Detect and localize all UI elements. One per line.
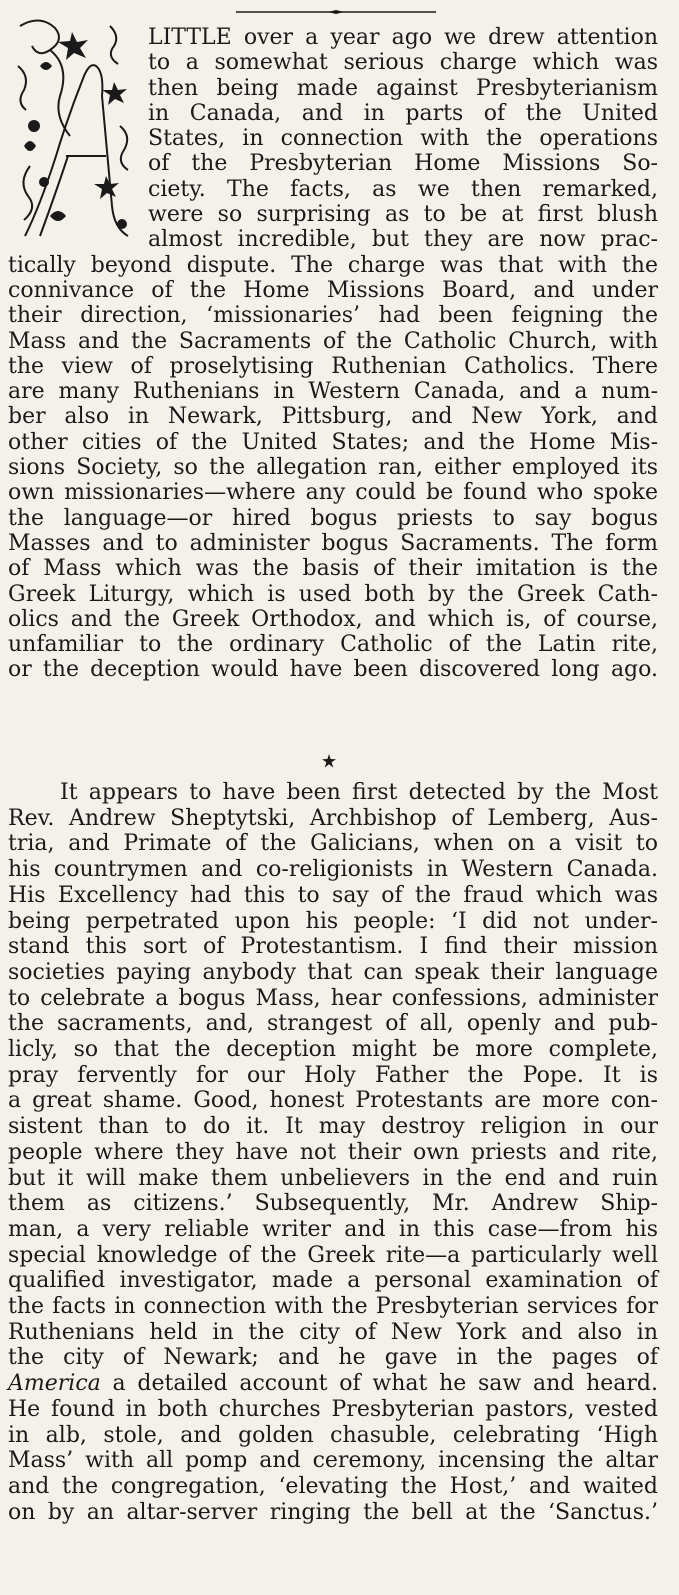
text-line: in alb, stole, and golden chasuble, celebrating ‘High (8, 1422, 658, 1448)
text-line: being perpetrated upon his people: ‘I did not under- (8, 908, 658, 934)
text-line: on by an altar-server ringing the bell at the ‘Sanctus.’ (8, 1499, 658, 1525)
text-line: Ruthenians held in the city of New York and also in (8, 1319, 658, 1345)
text-line: are many Ruthenians in Western Canada, and a num- (8, 379, 658, 405)
text-line: ciety. The facts, as we then remarked, (148, 176, 658, 202)
text-line: were so surprising as to be at first blush (148, 202, 658, 228)
text-line: or the deception would have been discovered long ago. (8, 657, 658, 683)
text-line: the language—or hired bogus priests to say bogus (8, 505, 658, 531)
first-paragraph (8, 25, 658, 683)
text-line: and the congregation, ‘elevating the Host,’ and waited (8, 1473, 658, 1499)
text-line: his countrymen and co-religionists in Western Canada. (8, 857, 658, 883)
text-line: then being made against Presbyterianism (148, 75, 658, 101)
text-line: the sacraments, and, strangest of all, openly and pub- (8, 1011, 658, 1037)
section-separator-star-icon (322, 754, 336, 768)
text-line: the facts in connection with the Presbyterian services for (8, 1294, 658, 1320)
text-line: His Excellency had this to say of the fraud which was (8, 882, 658, 908)
text-line-remainder: a detailed account of what he saw and heard. (112, 1371, 659, 1397)
text-line: stand this sort of Protestantism. I find their mission (8, 934, 658, 960)
text-line: tically beyond dispute. The charge was that with the (8, 252, 658, 278)
text-line: ber also in Newark, Pittsburg, and New York, and (8, 404, 658, 430)
second-paragraph (8, 780, 658, 1525)
text-line: States, in connection with the operations (148, 126, 658, 152)
text-line: a great shame. Good, honest Protestants are more con- (8, 1088, 658, 1114)
text-line: He found in both churches Presbyterian pastors, vested (8, 1396, 658, 1422)
text-line: of Mass which was the basis of their imitation is the (8, 556, 658, 582)
text-line: in Canada, and in parts of the United (148, 100, 658, 126)
text-line: them as citizens.’ Subsequently, Mr. Andrew Ship- (8, 1191, 658, 1217)
text-line: Greek Liturgy, which is used both by the Greek Cath- (8, 581, 658, 607)
text-line: qualified investigator, made a personal examination of (8, 1268, 658, 1294)
text-line: Rev. Andrew Sheptytski, Archbishop of Lemberg, Aus- (8, 805, 658, 831)
text-line: the city of Newark; and he gave in the pages of (8, 1345, 658, 1371)
text-line: the view of proselytising Ruthenian Catholics. There (8, 353, 658, 379)
text-line: sistent than to do it. It may destroy religion in our (8, 1114, 658, 1140)
text-line: connivance of the Home Missions Board, and under (8, 277, 658, 303)
text-line: societies paying anybody that can speak their language (8, 959, 658, 985)
text-line: man, a very reliable writer and in this case—from his (8, 1216, 658, 1242)
text-line: It appears to have been first detected by the Most (60, 780, 658, 805)
text-line: of the Presbyterian Home Missions So- (148, 151, 658, 177)
text-line: but it will make them unbelievers in the end and ruin (8, 1165, 658, 1191)
text-line: tria, and Primate of the Galicians, when on a visit to (8, 831, 658, 857)
text-line: special knowledge of the Greek rite—a particularly well (8, 1242, 658, 1268)
text-line: to celebrate a bogus Mass, hear confessions, administer (8, 985, 658, 1011)
text-line: Masses and to administer bogus Sacraments. The form (8, 530, 658, 556)
text-line: licly, so that the deception might be more complete, (8, 1037, 658, 1063)
text-line: to a somewhat serious charge which was (148, 50, 658, 76)
text-line: sions Society, so the allegation ran, either employed its (8, 455, 658, 481)
text-line: Mass and the Sacraments of the Catholic Church, with (8, 328, 658, 354)
text-line: Mass’ with all pomp and ceremony, incensing the altar (8, 1448, 658, 1474)
text-line: own missionaries—where any could be found who spoke (8, 480, 658, 506)
text-line: pray fervently for our Holy Father the Pope. It is (8, 1062, 658, 1088)
text-line: LITTLE over a year ago we drew attention (148, 25, 658, 50)
top-ornamental-rule (236, 10, 436, 14)
text-line-with-italic (8, 1371, 658, 1397)
text-line: unfamiliar to the ordinary Catholic of the Latin rite, (8, 632, 658, 658)
text-line: people where they have not their own priests and rite, (8, 1139, 658, 1165)
italic-publication-name: America (8, 1371, 101, 1397)
text-line: their direction, ‘missionaries’ had been feigning the (8, 303, 658, 329)
text-line: other cities of the United States; and the Home Mis- (8, 429, 658, 455)
text-line: almost incredible, but they are now prac- (148, 227, 658, 253)
text-line: olics and the Greek Orthodox, and which is, of course, (8, 606, 658, 632)
